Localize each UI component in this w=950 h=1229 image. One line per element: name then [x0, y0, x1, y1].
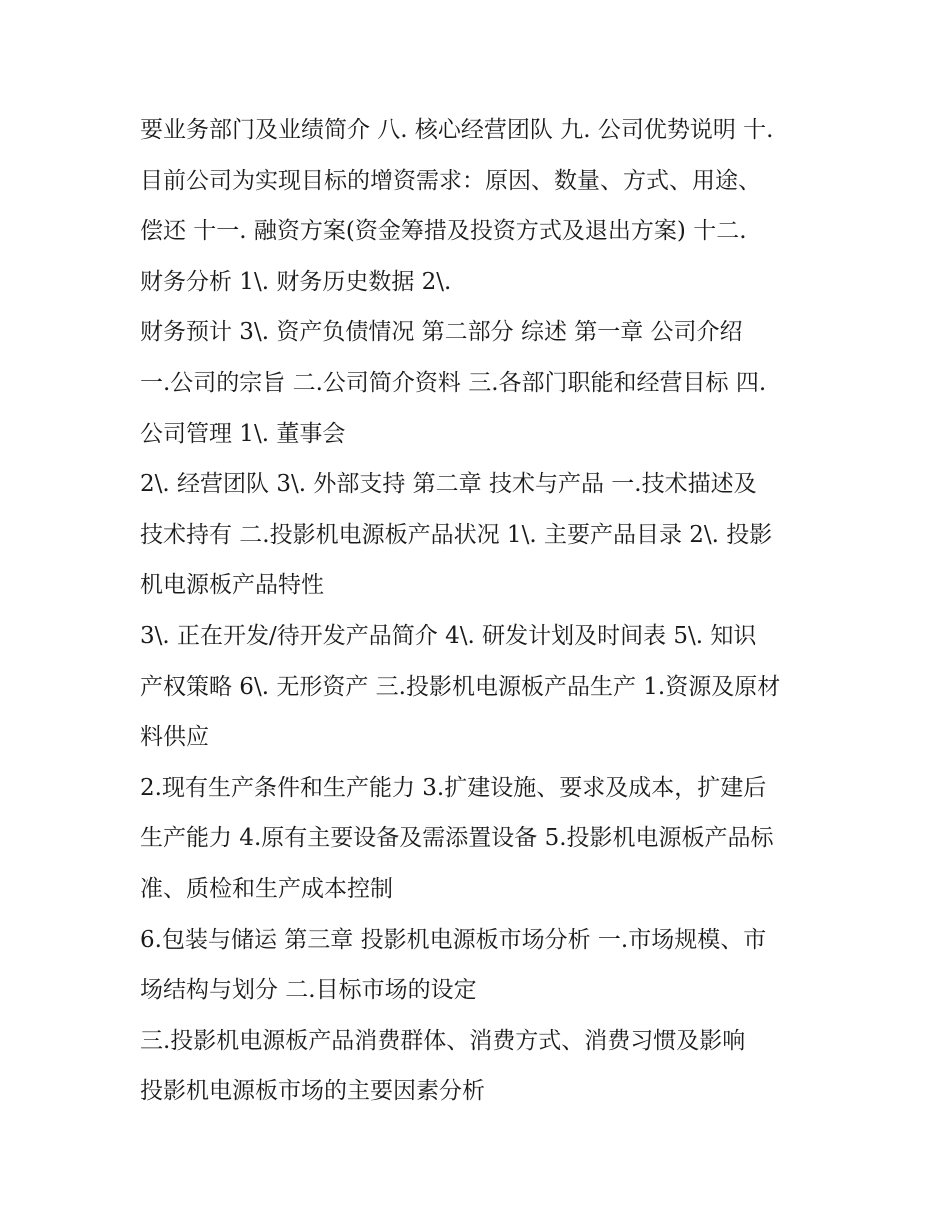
text-line: 场结构与划分 二.目标市场的设定 — [140, 977, 477, 1004]
document-page — [140, 105, 830, 1117]
text-line: 财务预计 3\. 资产负债情况 第二部分 综述 第一章 公司介绍 — [140, 319, 743, 346]
text-line: 技术持有 二.投影机电源板产品状况 1\. 主要产品目录 2\. 投影 — [140, 521, 773, 548]
text-line: 公司管理 1\. 董事会 — [140, 420, 346, 447]
text-line: 投影机电源板市场的主要因素分析 — [140, 1078, 485, 1105]
text-line: 准、质检和生产成本控制 — [140, 875, 393, 902]
text-line: 要业务部门及业绩简介 八. 核心经营团队 九. 公司优势说明 十. — [140, 117, 774, 143]
text-line: 生产能力 4.原有主要设备及需添置设备 5.投影机电源板产品标 — [140, 825, 774, 852]
text-line: 一.公司的宗旨 二.公司简介资料 三.各部门职能和经营目标 四. — [140, 369, 767, 396]
text-line: 3\. 正在开发/待开发产品简介 4\. 研发计划及时间表 5\. 知识 — [140, 622, 757, 649]
text-line: 2.现有生产条件和生产能力 3.扩建设施、要求及成本，扩建后 — [140, 774, 767, 801]
text-line: 2\. 经营团队 3\. 外部支持 第二章 技术与产品 一.技术描述及 — [140, 471, 757, 498]
text-line: 产权策略 6\. 无形资产 三.投影机电源板产品生产 1.资源及原材 — [140, 673, 781, 700]
text-line: 三.投影机电源板产品消费群体、消费方式、消费习惯及影响 — [140, 1027, 746, 1054]
text-line: 偿还 十一. 融资方案(资金筹措及投资方式及退出方案) 十二. — [140, 218, 747, 245]
text-line: 财务分析 1\. 财务历史数据 2\. — [140, 268, 452, 295]
text-line: 料供应 — [140, 724, 209, 751]
text-line: 目前公司为实现目标的增资需求：原因、数量、方式、用途、 — [140, 167, 761, 194]
text-line: 机电源板产品特性 — [140, 572, 324, 599]
text-line: 6.包装与储运 第三章 投影机电源板市场分析 一.市场规模、市 — [140, 926, 767, 953]
